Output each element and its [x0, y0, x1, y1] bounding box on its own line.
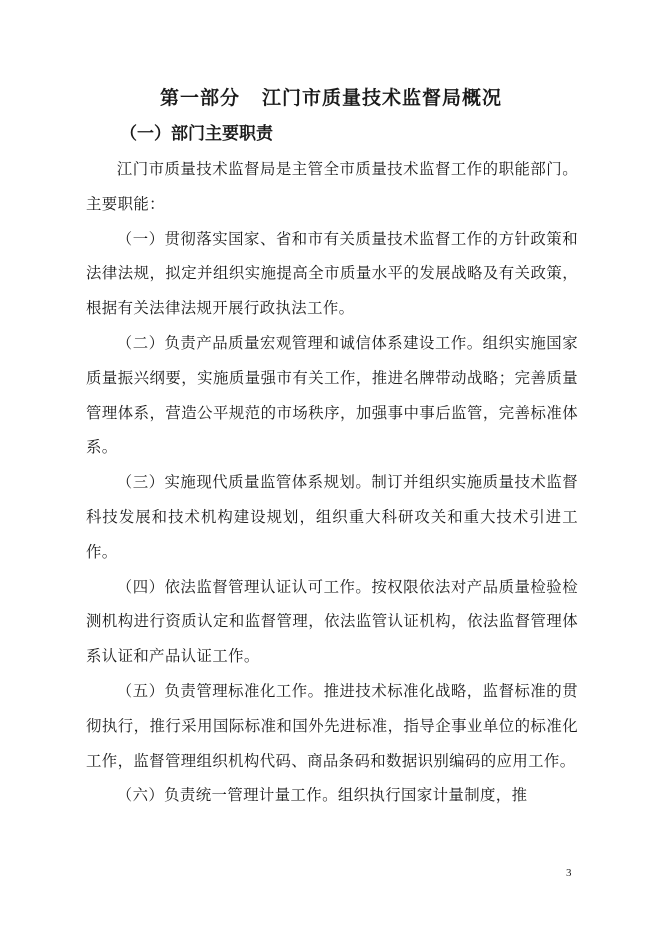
paragraph-intro: 江门市质量技术监督局是主管全市质量技术监督工作的职能部门。主要职能：: [86, 160, 578, 213]
paragraph-duty-6: （六）负责统一管理计量工作。组织执行国家计量制度，推: [116, 786, 528, 805]
section-heading: （一）部门主要职责: [120, 124, 273, 144]
paragraph-duty-2: （二）负责产品质量宏观管理和诚信体系建设工作。组织实施国家质量振兴纲要，实施质量强市有关工作，推进名牌带动战略；完善质量管理体系，营造公平规范的市场秩序，加强事中事后监管，完善标准体系。: [86, 333, 578, 457]
paragraph-duty-1: （一）贯彻落实国家、省和市有关质量技术监督工作的方针政策和法律法规，拟定并组织实施提高全市质量水平的发展战略及有关政策，根据有关法律法规开展行政执法工作。: [86, 229, 578, 318]
paragraph-duty-4: （四）依法监督管理认证认可工作。按权限依法对产品质量检验检测机构进行资质认定和监督管理，依法监管认证机构，依法监督管理体系认证和产品认证工作。: [86, 577, 578, 666]
paragraph-duty-3: （三）实施现代质量监管体系规划。制订并组织实施质量技术监督科技发展和技术机构建设规划，组织重大科研攻关和重大技术引进工作。: [86, 473, 578, 561]
title-name: 江门市质量技术监督局概况: [262, 87, 503, 109]
title-part: 第一部分: [159, 87, 240, 109]
page-number: 3: [566, 867, 572, 879]
body-text: [86, 152, 578, 813]
paragraph-duty-5: （五）负责管理标准化工作。推进技术标准化战略，监督标准的贯彻执行，推行采用国际标准和国外先进标准，指导企事业单位的标准化工作，监督管理组织机构代码、商品条码和数据识别编码的应用工作。: [86, 681, 578, 770]
page-title: [0, 84, 662, 112]
